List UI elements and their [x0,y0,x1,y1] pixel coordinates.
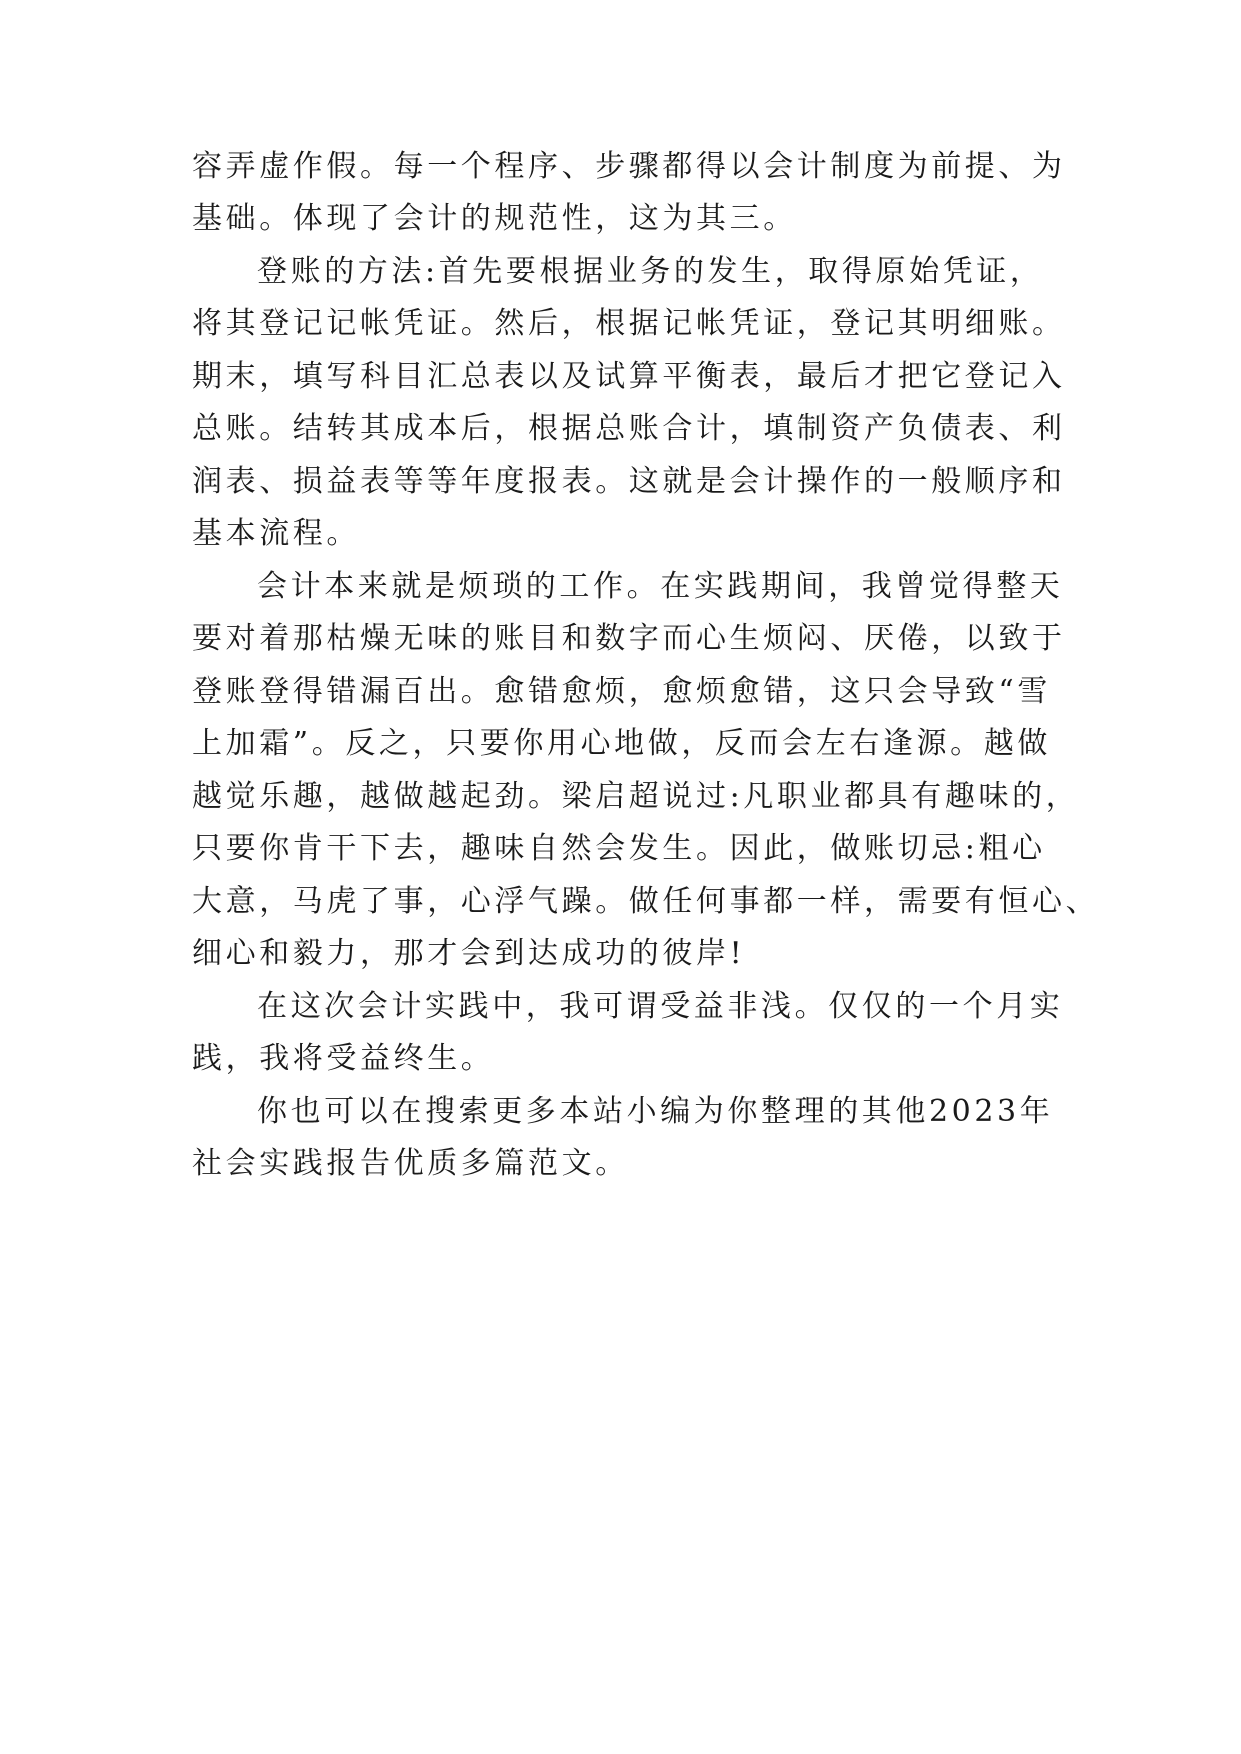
text-line: 只要你肯干下去，趣味自然会发生。因此，做账切忌:粗心 [192,831,1046,866]
text-line: 细心和毅力，那才会到达成功的彼岸! [192,936,746,971]
text-line: 润表、损益表等等年度报表。这就是会计操作的一般顺序和 [192,464,1066,499]
text-line: 要对着那枯燥无味的账目和数字而心生烦闷、厌倦，以致于 [192,621,1066,656]
paragraph-start-line: 你也可以在搜索更多本站小编为你整理的其他2023年 [257,1094,1054,1129]
text-line: 将其登记记帐凭证。然后，根据记帐凭证，登记其明细账。 [192,306,1066,341]
paragraph-start-line: 登账的方法:首先要根据业务的发生，取得原始凭证， [257,254,1044,289]
text-line: 上加霜”。反之，只要你用心地做，反而会左右逢源。越做 [192,726,1051,761]
text-line: 越觉乐趣，越做越起劲。梁启超说过:凡职业都具有趣味的， [192,779,1080,814]
text-line: 总账。结转其成本后，根据总账合计，填制资产负债表、利 [192,411,1066,446]
text-line: 基本流程。 [192,516,360,551]
text-line: 基础。体现了会计的规范性，这为其三。 [192,201,797,236]
text-line: 期末，填写科目汇总表以及试算平衡表，最后才把它登记入 [192,359,1066,394]
text-line: 容弄虚作假。每一个程序、步骤都得以会计制度为前提、为 [192,149,1066,184]
text-line: 践，我将受益终生。 [192,1041,495,1076]
paragraph-start-line: 在这次会计实践中，我可谓受益非浅。仅仅的一个月实 [257,989,1064,1024]
paragraph-start-line: 会计本来就是烦琐的工作。在实践期间，我曾觉得整天 [257,569,1064,604]
text-line: 大意，马虎了事，心浮气躁。做任何事都一样，需要有恒心、 [192,884,1100,919]
text-line: 登账登得错漏百出。愈错愈烦，愈烦愈错，这只会导致“雪 [192,674,1051,709]
text-line: 社会实践报告优质多篇范文。 [192,1146,629,1181]
